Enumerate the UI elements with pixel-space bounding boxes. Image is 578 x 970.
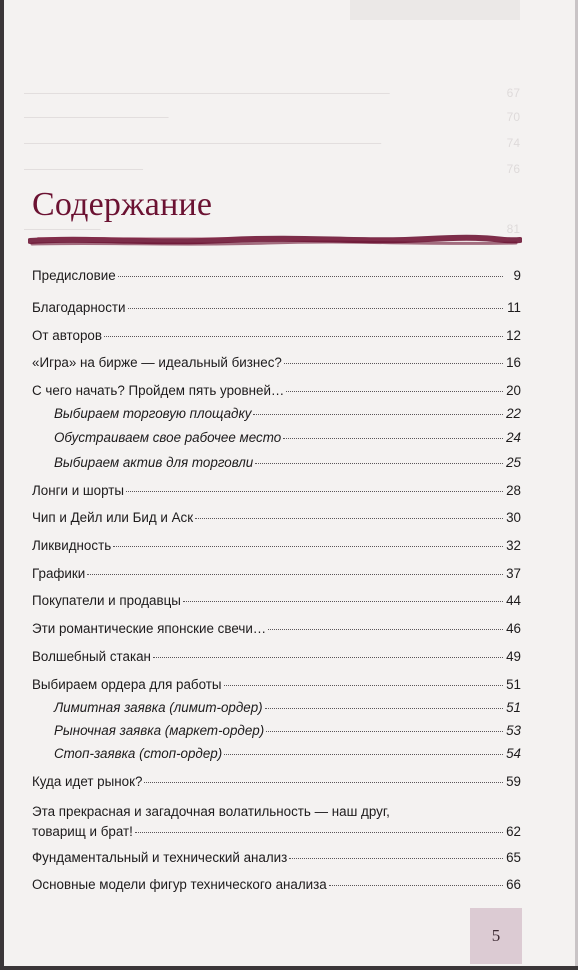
toc-entry-page: 54 <box>506 746 521 761</box>
dot-leader <box>255 463 503 464</box>
toc-entry-page: 51 <box>506 677 521 692</box>
page-edge-left <box>0 0 4 970</box>
toc-entry[interactable] <box>32 538 521 558</box>
toc-entry-page: 30 <box>506 510 521 525</box>
toc-entry-page: 44 <box>506 593 521 608</box>
page-number-box <box>470 908 522 964</box>
dot-leader <box>224 685 503 686</box>
toc-entry[interactable] <box>32 649 521 669</box>
page-title: Содержание <box>32 186 213 223</box>
dot-leader <box>268 629 503 630</box>
dot-leader <box>128 308 504 309</box>
toc-entry-page: 37 <box>506 566 521 581</box>
toc-entry-title: Выбираем ордера для работы <box>32 677 222 692</box>
dot-leader <box>144 782 503 783</box>
toc-subentry[interactable] <box>54 700 521 720</box>
dot-leader <box>87 574 503 575</box>
dot-leader <box>265 708 503 709</box>
toc-entry-page: 12 <box>506 328 521 343</box>
toc-entry-page: 20 <box>506 383 521 398</box>
toc-entry-title: Волшебный стакан <box>32 649 151 664</box>
dot-leader <box>104 336 503 337</box>
toc-entry[interactable] <box>32 774 521 794</box>
dot-leader <box>224 754 503 755</box>
toc-entry-title: Лонги и шорты <box>32 483 125 498</box>
toc-entry-title: Предисловие <box>32 268 116 283</box>
toc-entry-title: Основные модели фигур технического анализа <box>32 877 327 892</box>
dot-leader <box>183 601 503 602</box>
toc-entry[interactable] <box>32 593 521 613</box>
dot-leader <box>289 858 503 859</box>
toc-entry[interactable] <box>32 621 521 641</box>
toc-entry-title: Рыночная заявка (маркет-ордер) <box>54 723 265 738</box>
toc-entry-page: 66 <box>506 877 521 892</box>
page-edge-bottom <box>0 966 578 970</box>
toc-entry-page: 46 <box>506 621 521 636</box>
toc-entry-title: Выбираем торговую площадку <box>54 406 252 421</box>
toc-entry[interactable] <box>32 383 521 403</box>
toc-entry[interactable] <box>32 877 521 897</box>
toc-entry-page: 65 <box>506 850 521 865</box>
toc-entry-page: 25 <box>506 455 521 470</box>
toc-entry-page: 51 <box>506 700 521 715</box>
toc-entry[interactable] <box>32 677 521 697</box>
toc-entry-page: 53 <box>506 723 521 738</box>
dot-leader <box>283 438 503 439</box>
toc-entry-page: 59 <box>506 774 521 789</box>
toc-entry[interactable] <box>32 300 521 320</box>
toc-entry-title: От авторов <box>32 328 102 343</box>
toc-entry-title: Фундаментальный и технический анализ <box>32 850 288 865</box>
toc-entry-page: 16 <box>506 355 521 370</box>
toc-entry-title: Графики <box>32 566 86 581</box>
toc-entry-title: Ликвидность <box>32 538 112 553</box>
dot-leader <box>113 546 503 547</box>
toc-entry-title-line2: товарищ и брат! <box>32 824 133 839</box>
toc-entry[interactable] <box>32 510 521 530</box>
dot-leader <box>266 731 503 732</box>
toc-entry-page: 22 <box>506 406 521 421</box>
toc-entry-title: С чего начать? Пройдем пять уровней… <box>32 383 285 398</box>
page-number: 5 <box>491 926 501 945</box>
dot-leader <box>195 518 503 519</box>
toc-entry-page: 11 <box>507 300 521 315</box>
title-underline-brush <box>28 234 522 250</box>
toc-subentry[interactable] <box>54 430 521 450</box>
dot-leader <box>153 657 503 658</box>
toc-subentry[interactable] <box>54 723 521 743</box>
toc-entry-title: Благодарности <box>32 300 126 315</box>
toc-entry-page: 32 <box>506 538 521 553</box>
toc-entry-title: Эти романтические японские свечи… <box>32 621 267 636</box>
dot-leader <box>286 391 503 392</box>
bleed-through-text: ─────────────────────────────────────────── 67 ───────────────── 70 ────────────────────────────────────────── 74 ────────────── 76 ───────── 81 <box>24 0 520 250</box>
dot-leader <box>284 363 503 364</box>
dot-leader <box>118 276 503 277</box>
toc-entry[interactable] <box>32 850 521 870</box>
toc-subentry[interactable] <box>54 406 521 426</box>
toc-entry-page: 49 <box>506 649 521 664</box>
toc-entry[interactable] <box>32 268 521 288</box>
dot-leader <box>253 414 503 415</box>
toc-entry-page: 28 <box>506 483 521 498</box>
toc-entry-page: 9 <box>513 268 521 283</box>
toc-entry[interactable] <box>32 566 521 586</box>
toc-entry[interactable] <box>32 802 521 842</box>
toc-entry[interactable] <box>32 355 521 375</box>
toc-entry-title: Куда идет рынок? <box>32 774 143 789</box>
toc-entry-title: Выбираем актив для торговли <box>54 455 254 470</box>
toc-entry-title: Лимитная заявка (лимит-ордер) <box>54 700 263 715</box>
toc-entry-title: Чип и Дейл или Бид и Аск <box>32 510 194 525</box>
toc-subentry[interactable] <box>54 746 521 766</box>
dot-leader <box>329 885 503 886</box>
toc-entry-page: 62 <box>506 824 521 839</box>
toc-entry[interactable] <box>32 483 521 503</box>
toc-subentry[interactable] <box>54 455 521 475</box>
dot-leader <box>126 491 503 492</box>
toc-entry-title: Обустраиваем свое рабочее место <box>54 430 282 445</box>
toc-entry-title: «Игра» на бирже — идеальный бизнес? <box>32 355 282 370</box>
toc-entry-page: 24 <box>506 430 521 445</box>
toc-entry[interactable] <box>32 328 521 348</box>
toc-entry-title: Стоп-заявка (стоп-ордер) <box>54 746 223 761</box>
toc-entry-title: Покупатели и продавцы <box>32 593 181 608</box>
dot-leader <box>135 832 503 833</box>
toc-entry-title-line1: Эта прекрасная и загадочная волатильность — наш друг, <box>32 804 390 819</box>
